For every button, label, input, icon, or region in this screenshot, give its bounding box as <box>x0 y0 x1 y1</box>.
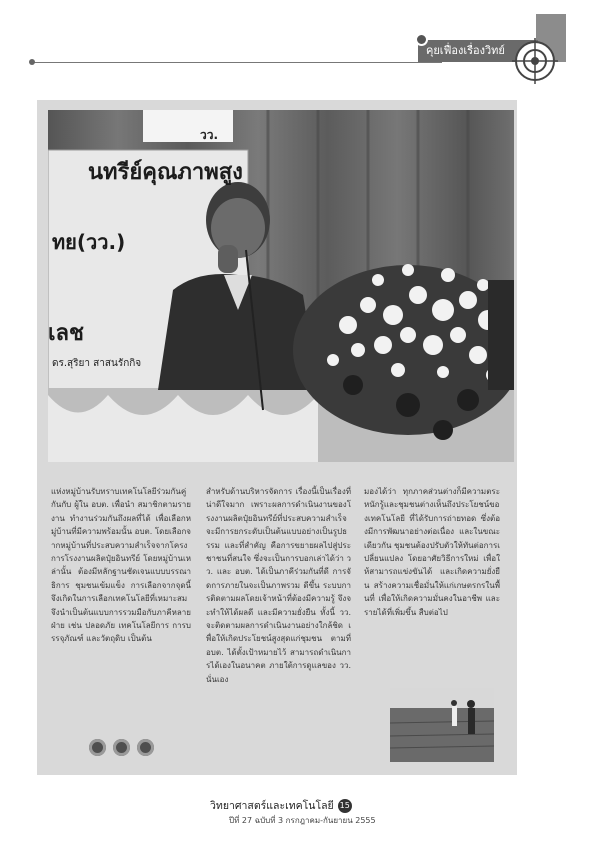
decorative-dot-1 <box>89 739 106 756</box>
section-title: คุยเฟื่องเรื่องวิทย์ <box>418 40 538 62</box>
header-tab-knob <box>415 33 428 46</box>
decorative-dot-3 <box>137 739 154 756</box>
speaker-name-plate: ดร.สุริยา สาสนรักกิจ <box>52 358 142 369</box>
footer-issue: ปีที่ 27 ฉบับที่ 3 กรกฎาคม-กันยายน 2555 <box>229 816 376 825</box>
banner-logo-text: วว. <box>200 128 219 142</box>
magazine-title: วิทยาศาสตร์และเทคโนโลยี <box>210 800 334 812</box>
banner-headline: นทรีย์คุณภาพสูง <box>88 160 243 185</box>
body-column-3: มองได้ว่า ทุกภาคส่วนต่างก็มีความตระหนักรู้และชุมชนต่างเห็นถึงประโยชน์ของเทคโนโลยี ที่ได้รับการถ่ายทอด ซึ่งต้องมีการพัฒนาอย่างต่อเนื่อง และในขณะเดียวกัน ชุมชนต้องปรับตัวให้ทันต่อการเปลี่ยนแปลง โดยอาศัยวิธีการใหม่ เพื่อให้สามารถแข่งขันได้ และเกิดความยั่งยืน สร้างความเชื่อมั่นให้แก่เกษตรกรในพื้นที่ เพื่อให้เกิดความมั่นคงในอาชีพ และรายได้ที่เพิ่มขึ้น สืบต่อไป <box>364 487 500 617</box>
page-number: 15 <box>338 799 352 813</box>
field-photo <box>390 688 494 762</box>
body-column-1: แห่งหมู่บ้านรับทราบเทคโนโลยีร่วมกันคู่กันกับ ผู้ใน อบต. เพื่อนำ สมาชิกตามรายงาน ทำงานร่วมกันถึงผลที่ได้ เพื่อเลือกหมู่บ้านที่มีความพร้อมนั้น อบต. โดยเลือกจากหมู่บ้านที่ประสบความสำเร็จจากโครงการโรงงานผลิตปุ๋ยอินทรีย์ โดยหมู่บ้านเหล่านั้น ต้องมีหลักฐานชัดเจนแบบบรรณาธิการ ชุมชนเข้มแข็ง การเลือกจากจุดนี้ จึงเกิดในการเลือกเทคโนโลยีที่เหมาะสม จึงนำเป็นต้นแบบการรวมมือกับภาคีหลายฝ่าย เช่น ปลอดภัย เทคโนโลยีการ การบรรจุภัณฑ์ และวัตถุดิบ เป็นต้น <box>51 487 191 644</box>
banner-subheadline: ทย(วว.) <box>52 230 126 254</box>
decorative-dot-2 <box>113 739 130 756</box>
banner-word: เลช <box>48 321 84 346</box>
main-photo <box>48 110 514 462</box>
header-rule-dot <box>29 59 35 65</box>
target-icon <box>512 38 558 84</box>
header-rule <box>32 62 442 63</box>
body-column-2: สำหรับด้านบริหารจัดการ เรื่องนี้เป็นเรื่องที่น่าดีใจมาก เพราะผลการดำเนินงานของโรงงานผลิตปุ๋ยอินทรีย์ที่ประสบความสำเร็จ จะมีการยกระดับเป็นต้นแบบอย่างเป็นรูปธรรม และที่สำคัญ คือการขยายผลไปสู่ประชาชนที่สนใจ ซึ่งจะเป็นการบอกเล่าได้ว่า วว. และ อบต. ได้เป็นภาคีร่วมกันที่ดี การจัดการภายในจะเป็นภาพรวม ดีขึ้น ระบบการติดตามผลโดยเจ้าหน้าที่ต้องมีความรู้ จึงจะทำให้ได้ผลดี และมีความยั่งยืน ทั้งนี้ วว. จะติดตามผลการดำเนินงานอย่างใกล้ชิด เพื่อให้เกิดประโยชน์สูงสุดแก่ชุมชน ตามที่ อบต. ได้ตั้งเป้าหมายไว้ สามารถดำเนินการได้เองในอนาคต ภายใต้การดูแลของ วว. นั่นเอง <box>206 487 351 684</box>
footer-magazine-title <box>210 797 352 814</box>
